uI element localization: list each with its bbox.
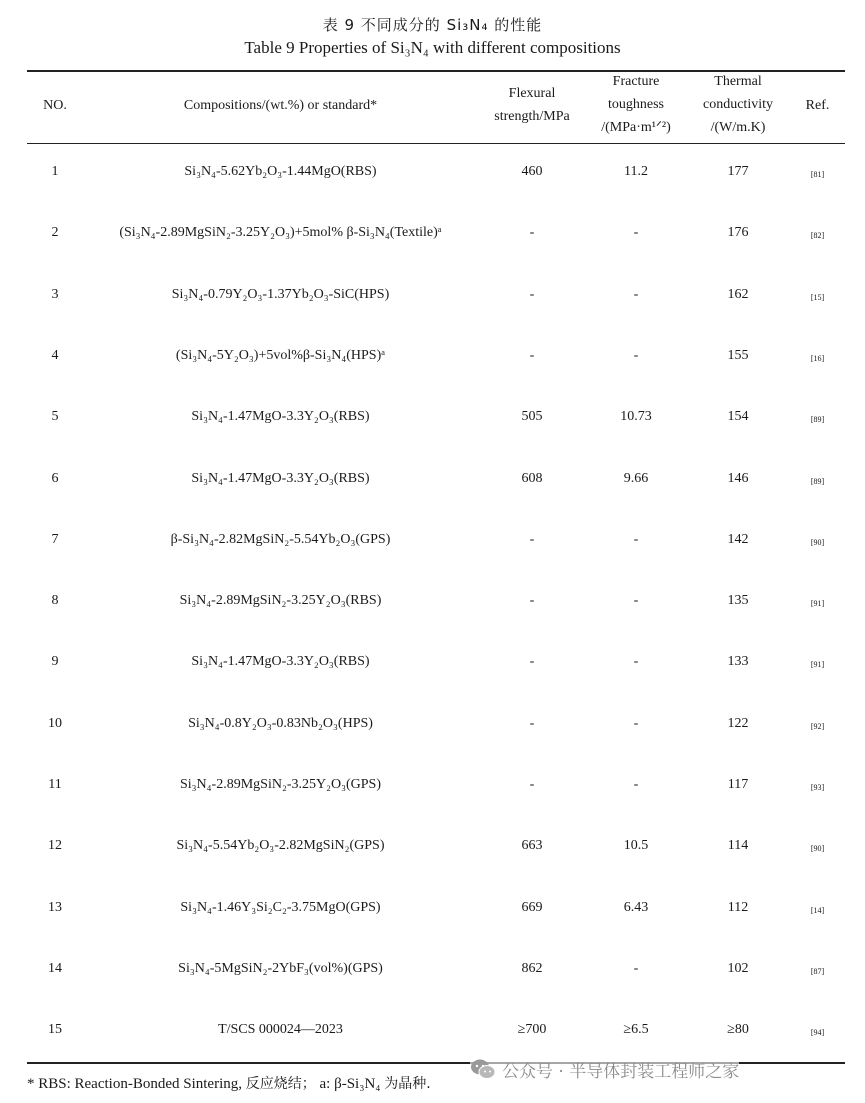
cell-no: 3 bbox=[51, 286, 59, 302]
cell-thermal-conductivity: 122 bbox=[727, 715, 749, 731]
cell-fracture-toughness: 10.5 bbox=[623, 838, 649, 854]
cell-ref: [82] bbox=[810, 231, 825, 241]
cell-fracture-toughness: 10.73 bbox=[620, 409, 652, 425]
cell-composition: Si₃N₄-5.62Yb₂O₃-1.44MgO(RBS) bbox=[184, 164, 377, 179]
cell-flexural-strength: - bbox=[529, 225, 535, 241]
cell-ref: [92] bbox=[810, 721, 825, 731]
cell-no: 4 bbox=[51, 347, 59, 363]
cell-composition: T/SCS 000024—2023 bbox=[218, 1022, 343, 1038]
cell-fracture-toughness: 11.2 bbox=[624, 164, 648, 179]
cell-no: 1 bbox=[51, 164, 59, 179]
cell-no: 12 bbox=[48, 838, 62, 854]
cell-flexural-strength: ≥700 bbox=[517, 1022, 547, 1038]
cell-no: 11 bbox=[48, 777, 62, 792]
cell-composition: Si₃N₄-1.47MgO-3.3Y₂O₃(RBS) bbox=[191, 470, 370, 486]
cell-ref: [91] bbox=[810, 660, 825, 670]
cell-no: 5 bbox=[51, 409, 59, 425]
cell-fracture-toughness: - bbox=[633, 347, 639, 363]
cell-composition: Si₃N₄-2.89MgSiN₂-3.25Y₂O₃(GPS) bbox=[180, 777, 381, 792]
cell-thermal-conductivity: 162 bbox=[727, 286, 749, 302]
cell-flexural-strength: 862 bbox=[521, 960, 543, 976]
cell-fracture-toughness: - bbox=[633, 225, 639, 241]
cell-no: 6 bbox=[51, 470, 59, 486]
cell-fracture-toughness: - bbox=[633, 531, 639, 547]
cell-ref: [87] bbox=[810, 966, 825, 976]
cell-ref: [15] bbox=[810, 292, 825, 302]
cell-flexural-strength: - bbox=[529, 347, 535, 363]
cell-composition: Si₃N₄-0.79Y₂O₃-1.37Yb₂O₃-SiC(HPS) bbox=[171, 286, 390, 302]
cell-flexural-strength: 460 bbox=[521, 164, 543, 179]
cell-thermal-conductivity: 155 bbox=[727, 347, 749, 363]
cell-no: 8 bbox=[51, 593, 59, 609]
cell-ref: [91] bbox=[810, 599, 825, 609]
cell-ref: [89] bbox=[810, 415, 825, 425]
cell-composition: Si₃N₄-5.54Yb₂O₃-2.82MgSiN₂(GPS) bbox=[176, 838, 385, 854]
wechat-icon bbox=[470, 1058, 496, 1080]
cell-ref: [90] bbox=[810, 537, 825, 547]
cell-no: 9 bbox=[51, 654, 59, 670]
cell-flexural-strength: - bbox=[529, 715, 535, 731]
cell-composition: Si₃N₄-1.47MgO-3.3Y₂O₃(RBS) bbox=[191, 409, 370, 425]
cell-ref: [94] bbox=[810, 1028, 825, 1038]
cell-flexural-strength: 669 bbox=[521, 899, 543, 915]
cell-thermal-conductivity: ≥80 bbox=[727, 1022, 749, 1038]
cell-thermal-conductivity: 117 bbox=[727, 777, 749, 792]
cell-flexural-strength: - bbox=[529, 593, 535, 609]
cell-thermal-conductivity: 133 bbox=[727, 654, 749, 670]
cell-flexural-strength: 663 bbox=[521, 838, 543, 854]
cell-thermal-conductivity: 177 bbox=[727, 164, 749, 179]
cell-composition: Si₃N₄-2.89MgSiN₂-3.25Y₂O₃(RBS) bbox=[179, 593, 382, 609]
cell-composition: Si₃N₄-1.46Y₃Si₂C₂-3.75MgO(GPS) bbox=[180, 899, 381, 915]
header-thermal-conductivity: Thermal conductivity /(W/m.K) bbox=[703, 74, 773, 135]
cell-thermal-conductivity: 146 bbox=[727, 470, 749, 486]
cell-fracture-toughness: - bbox=[633, 777, 639, 792]
cell-no: 14 bbox=[48, 960, 62, 976]
cell-thermal-conductivity: 114 bbox=[727, 838, 749, 854]
cell-composition: Si₃N₄-5MgSiN₂-2YbF₃(vol%)(GPS) bbox=[178, 960, 383, 976]
cell-thermal-conductivity: 102 bbox=[727, 960, 749, 976]
cell-thermal-conductivity: 176 bbox=[727, 225, 749, 241]
cell-fracture-toughness: - bbox=[633, 654, 639, 670]
header-fracture-toughness: Fracture toughness /(MPa·m¹ᐟ²) bbox=[601, 74, 671, 135]
cell-flexural-strength: - bbox=[529, 286, 535, 302]
cell-thermal-conductivity: 154 bbox=[727, 409, 749, 425]
cell-flexural-strength: 505 bbox=[521, 409, 543, 425]
cell-fracture-toughness: 9.66 bbox=[623, 470, 649, 486]
table-footnote: * RBS: Reaction-Bonded Sintering, 反应烧结； a: β-Si₃N₄ 为晶种. bbox=[27, 1076, 431, 1092]
cell-composition: Si₃N₄-1.47MgO-3.3Y₂O₃(RBS) bbox=[191, 654, 370, 670]
cell-ref: [16] bbox=[810, 353, 825, 363]
cell-ref: [89] bbox=[810, 476, 825, 486]
cell-fracture-toughness: - bbox=[633, 960, 639, 976]
header-no: NO. bbox=[43, 98, 67, 113]
cell-no: 13 bbox=[48, 899, 62, 915]
cell-thermal-conductivity: 135 bbox=[727, 593, 749, 609]
cell-no: 15 bbox=[48, 1022, 62, 1038]
cell-ref: [93] bbox=[810, 783, 825, 792]
cell-composition: (Si₃N₄-2.89MgSiN₂-3.25Y₂O₃)+5mol% β-Si₃N₄(Textile)ᵃ bbox=[119, 225, 442, 241]
cell-composition: (Si₃N₄-5Y₂O₃)+5vol%β-Si₃N₄(HPS)ᵃ bbox=[175, 347, 386, 363]
cell-fracture-toughness: ≥6.5 bbox=[623, 1022, 649, 1038]
watermark bbox=[470, 1055, 739, 1083]
cell-fracture-toughness: - bbox=[633, 286, 639, 302]
cell-flexural-strength: - bbox=[529, 531, 535, 547]
cell-ref: [14] bbox=[810, 905, 825, 915]
cell-fracture-toughness: - bbox=[633, 593, 639, 609]
cell-thermal-conductivity: 112 bbox=[727, 899, 749, 915]
cell-ref: [81] bbox=[810, 170, 825, 179]
watermark-text: 公众号 · 半导体封装工程师之家 bbox=[502, 1061, 740, 1082]
table-caption-english: Table 9 Properties of Si₃N₄ with different compositions bbox=[244, 38, 621, 57]
cell-ref: [90] bbox=[810, 844, 825, 854]
cell-fracture-toughness: 6.43 bbox=[623, 899, 649, 915]
header-ref: Ref. bbox=[805, 98, 830, 113]
cell-composition: β-Si₃N₄-2.82MgSiN₂-5.54Yb₂O₃(GPS) bbox=[170, 531, 391, 547]
cell-fracture-toughness: - bbox=[633, 715, 639, 731]
table-header-rule bbox=[27, 143, 845, 144]
cell-flexural-strength: - bbox=[529, 654, 535, 670]
table-caption-chinese: 表 9 不同成分的 Si₃N₄ 的性能 bbox=[322, 16, 543, 34]
cell-no: 7 bbox=[51, 531, 59, 547]
cell-thermal-conductivity: 142 bbox=[727, 531, 749, 547]
cell-flexural-strength: - bbox=[529, 777, 535, 792]
cell-no: 2 bbox=[51, 225, 59, 241]
header-composition: Compositions/(wt.%) or standard* bbox=[183, 98, 378, 113]
cell-no: 10 bbox=[48, 715, 62, 731]
cell-composition: Si₃N₄-0.8Y₂O₃-0.83Nb₂O₃(HPS) bbox=[188, 715, 373, 731]
header-flexural-strength: Flexural strength/MPa bbox=[494, 86, 570, 124]
cell-flexural-strength: 608 bbox=[521, 470, 543, 486]
